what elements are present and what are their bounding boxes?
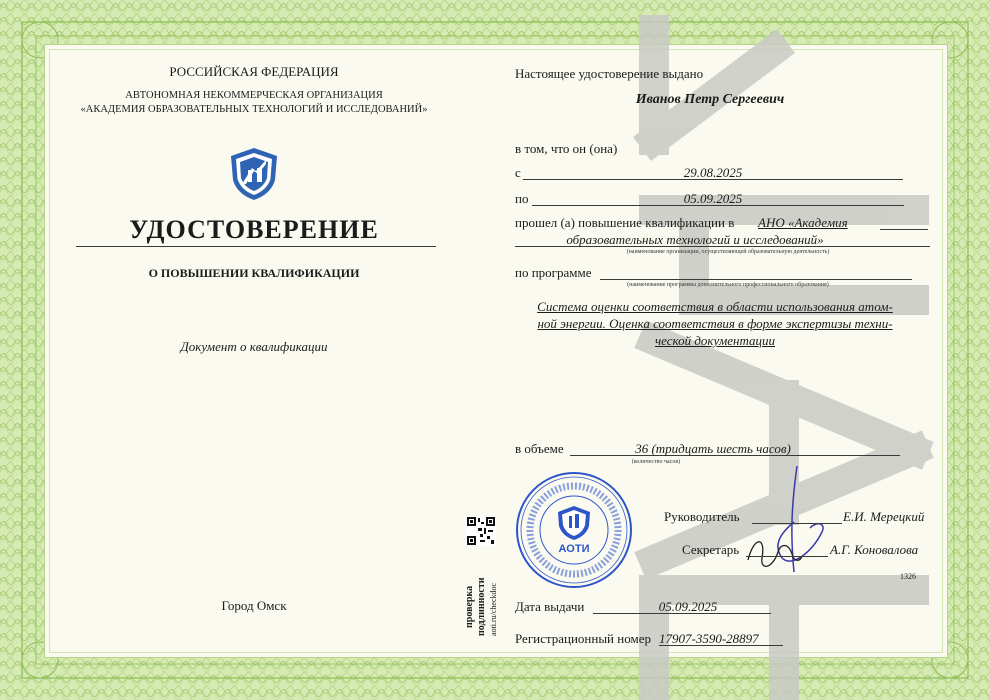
org-name-part-2: образовательных технологий и исследований» [566, 232, 824, 247]
head-label: Руководитель [664, 509, 740, 524]
verify-url: aoti.ru/checkdoc [489, 582, 498, 636]
head-name: Е.И. Мерецкий [843, 509, 925, 524]
city-name: Город Омск [221, 598, 287, 613]
program-label: по программе [515, 265, 592, 280]
org-name-part-1: АНО «Академия [758, 215, 848, 230]
title-underline [76, 246, 436, 247]
issued-label: Настоящее удостоверение выдано [515, 66, 704, 81]
org-line-1: АВТОНОМНАЯ НЕКОММЕРЧЕСКАЯ ОРГАНИЗАЦИЯ [125, 90, 383, 101]
to-date: 05.09.2025 [683, 191, 743, 206]
stamp-logo-text: АОТИ [558, 543, 590, 555]
to-label: по [515, 191, 529, 206]
recipient-name: Иванов Петр Сергеевич [635, 92, 785, 107]
program-caption: (наименование программы дополнительного профессионального образования) [627, 282, 829, 288]
that-label: в том, что он (она) [515, 141, 618, 156]
completed-label: прошел (а) повышение квалификации в [515, 215, 735, 230]
secretary-name: А.Г. Коновалова [830, 542, 919, 557]
verify-label-1: проверка [464, 585, 475, 628]
from-date: 29.08.2025 [683, 165, 743, 180]
org-caption: (наименование организации, осуществляющей образовательную деятельность) [626, 249, 830, 255]
secretary-signature [742, 530, 804, 576]
program-line-2: ной энергии. Оценка соответствия в форме экспертизы техни- [537, 316, 893, 331]
volume-label: в объеме [515, 441, 564, 456]
registration-number: 17907-3590-28897 [659, 631, 759, 646]
document-subtitle: О ПОВЫШЕНИИ КВАЛИФИКАЦИИ [148, 266, 360, 280]
verify-label-2: подлинности [476, 577, 487, 636]
document-title: УДОСТОВЕРЕНИЕ [129, 215, 379, 244]
country-name: РОССИЙСКАЯ ФЕДЕРАЦИЯ [169, 64, 339, 79]
from-label: с [515, 165, 521, 180]
issue-date-label: Дата выдачи [515, 599, 585, 614]
round-stamp [514, 470, 634, 590]
program-line-3: ческой документации [654, 333, 776, 348]
academy-logo-icon [228, 146, 280, 202]
qr-code-icon [466, 516, 496, 546]
registration-label: Регистрационный номер [515, 631, 651, 646]
document-type: Документ о квалификации [180, 339, 328, 354]
org-line-2: «АКАДЕМИЯ ОБРАЗОВАТЕЛЬНЫХ ТЕХНОЛОГИЙ И ИССЛЕДОВАНИЙ» [80, 104, 428, 115]
volume-value: 36 (тридцать шесть часов) [635, 441, 791, 456]
issue-date: 05.09.2025 [658, 599, 718, 614]
sample-watermark [614, 10, 954, 700]
program-line-1: Система оценки соответствия в области использования атом- [537, 299, 893, 314]
small-number: 1326 [900, 572, 916, 581]
secretary-label: Секретарь [682, 542, 740, 557]
volume-caption: (количество часов) [631, 459, 681, 465]
